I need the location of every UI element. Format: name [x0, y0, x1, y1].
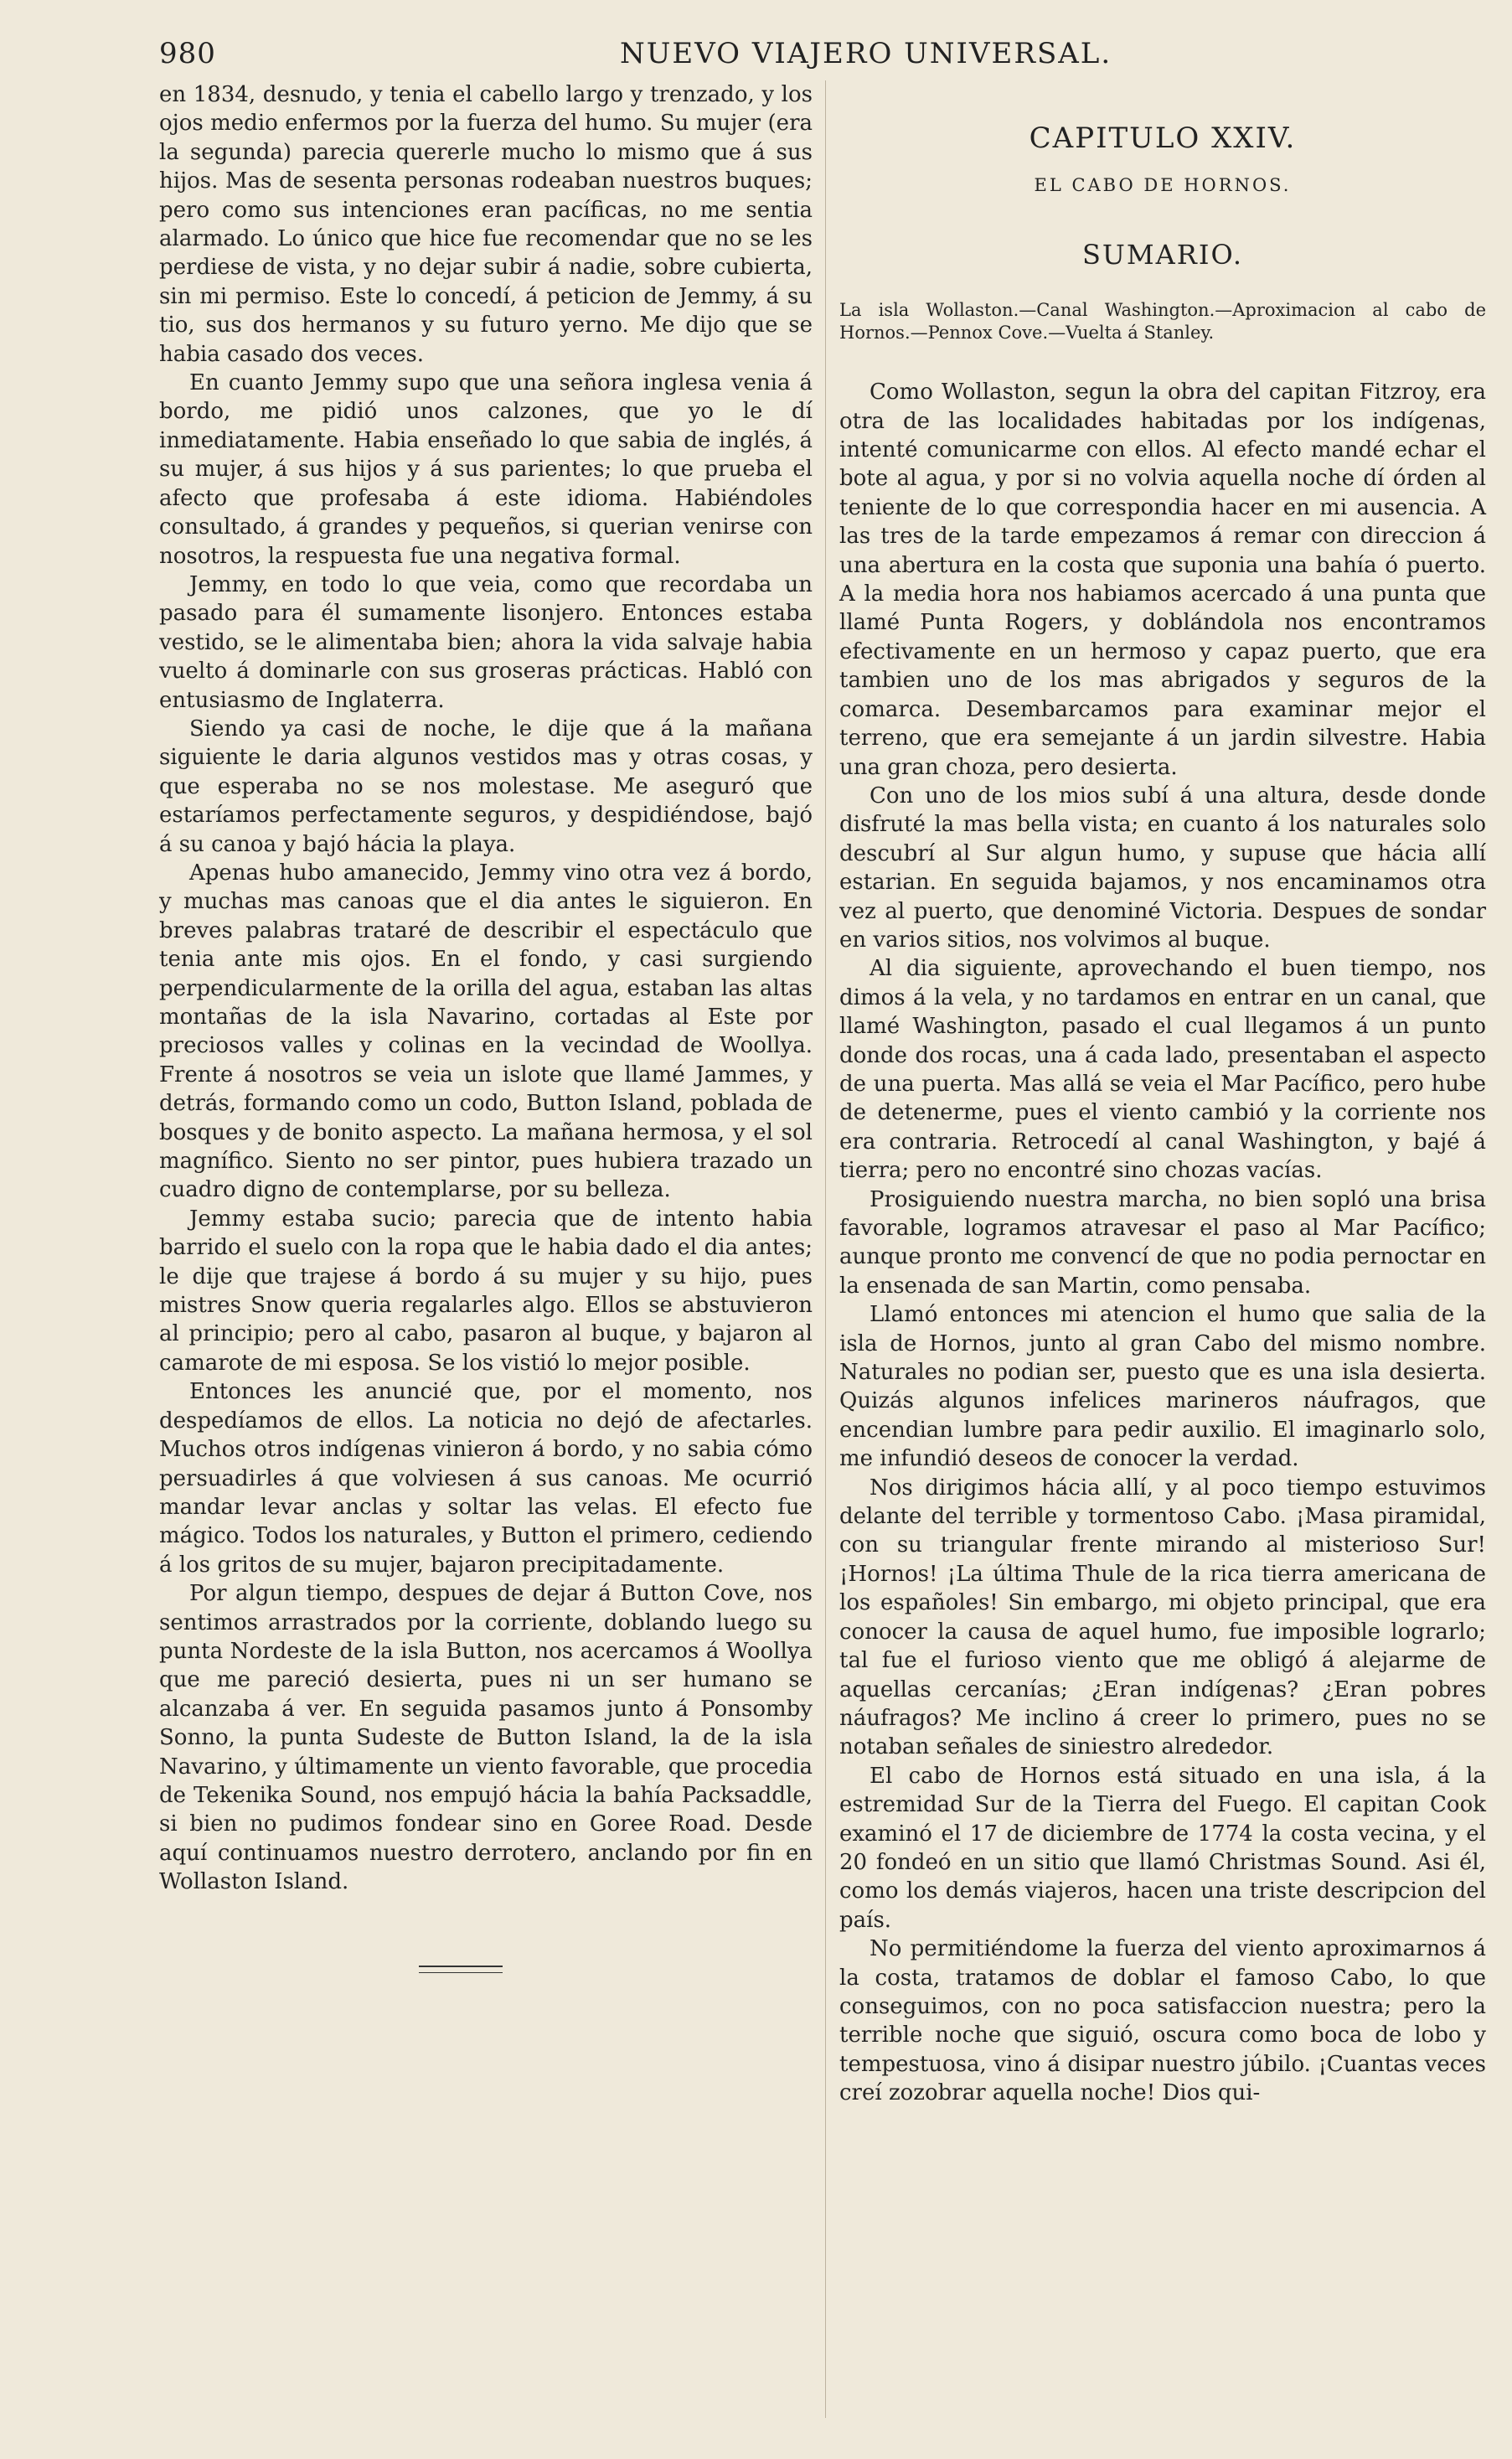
chapter-title: CAPITULO XXIV. [1029, 121, 1297, 155]
right-column [839, 80, 1486, 2108]
paragraph: Prosiguiendo nuestra marcha, no bien sopló una brisa favorable, logramos atravesar el paso al Mar Pacífico; aunque pronto me convencí de que no podia pernoctar en la ensenada de san Martin, como pensaba. [839, 1186, 1486, 1299]
paragraph: El cabo de Hornos está situado en una isla, á la estremidad Sur de la Tierra del Fuego. El capitan Cook examinó el 17 de diciembre de 1774 la costa vecina, y el 20 fondeó en un sitio que llamó Christmas Sound. Asi él, como los demás viajeros, hacen una triste descripcion del país. [839, 1763, 1486, 1933]
paragraph: En cuanto Jemmy supo que una señora inglesa venia á bordo, me pidió unos calzones, que yo le dí inmediatamente. Habia enseñado lo que sabia de inglés, á su mujer, á sus hijos y á sus parientes; lo que prueba el afecto que profesaba á este idioma. Habiéndoles consultado, á grandes y pequeños, si querian venirse con nosotros, la respuesta fue una negativa formal. [159, 370, 813, 569]
paragraph: No permitiéndome la fuerza del viento aproximarnos á la costa, tratamos de doblar el famoso Cabo, lo que conseguimos, con no poca satisfaccion nuestra; pero la terrible noche que siguió, oscura como boca de lobo y tempestuosa, vino á disipar nuestro júbilo. ¡Cuantas veces creí zozobrar aquella noche! Dios qui- [839, 1936, 1486, 2106]
paragraph: Llamó entonces mi atencion el humo que salia de la isla de Hornos, junto al gran Cabo del mismo nombre. Naturales no podian ser, puesto que es una isla desierta. Quizás algunos infelices marineros náufragos, que encendian lumbre para pedir auxilio. El imaginarlo solo, me infundió deseos de conocer la verdad. [839, 1302, 1486, 1472]
paragraph: Nos dirigimos hácia allí, y al poco tiempo estuvimos delante del terrible y tormentoso Cabo. ¡Masa piramidal, con su triangular frente mirando al misterioso Sur! ¡Hornos! ¡La última Thule de la rica tierra americana de los españoles! Sin embargo, mi objeto principal, que era conocer la causa de aquel humo, fue imposible lograrlo; tal fue el furioso viento que me obligó á alejarme de aquellas cercanías; ¿Eran indígenas? ¿Eran pobres náufragos? Me inclino á creer lo primero, pues no se notaban señales de siniestro alrededor. [839, 1475, 1486, 1760]
column-divider [825, 80, 826, 2418]
paragraph: en 1834, desnudo, y tenia el cabello largo y trenzado, y los ojos medio enfermos por la fuerza del humo. Su mujer (era la segunda) parecia quererle mucho lo mismo que á sus hijos. Mas de sesenta personas rodeaban nuestros buques; pero como sus intenciones eran pacíficas, no me sentia alarmado. Lo único que hice fue recomendar que no se les perdiese de vista, y no dejar subir á nadie, sobre cubierta, sin mi permiso. Este lo concedí, á peticion de Jemmy, á su tio, sus dos hermanos y su futuro yerno. Me dijo que se habia casado dos veces. [159, 82, 813, 367]
page-number: 980 [159, 37, 216, 70]
paragraph: Entonces les anuncié que, por el momento, nos despedíamos de ellos. La noticia no dejó de afectarles. Muchos otros indígenas vinieron á bordo, y no sabia cómo persuadirles á que volviesen á sus canoas. Me ocurrió mandar levar anclas y soltar las velas. El efecto fue mágico. Todos los naturales, y Button el primero, cediendo á los gritos de su mujer, bajaron precipitadamente. [159, 1379, 813, 1578]
chapter-subtitle: EL CABO DE HORNOS. [1034, 175, 1292, 196]
paragraph: Apenas hubo amanecido, Jemmy vino otra vez á bordo, y muchas mas canoas que el dia antes le siguieron. En breves palabras trataré de describir el espectáculo que tenia ante mis ojos. En el fondo, y casi surgiendo perpendicularmente de la orilla del agua, estaban las altas montañas de la isla Navarino, cortadas al Este por preciosos valles y colinas en la vecindad de Woollya. Frente á nosotros se veia un islote que llamé Jammes, y detrás, formando como un codo, Button Island, poblada de bosques y de bonito aspecto. La mañana hermosa, y el sol magnífico. Siento no ser pintor, pues hubiera trazado un cuadro digno de contemplarse, por su belleza. [159, 860, 813, 1203]
summary-heading: SUMARIO. [1081, 238, 1244, 271]
left-column [159, 80, 813, 1973]
chapter-summary: La isla Wollaston.—Canal Washington.—Aproximacion al cabo de Hornos.—Pennox Cove.—Vuelta á Stanley. [839, 300, 1486, 344]
running-head [159, 37, 1462, 80]
paragraph: Por algun tiempo, despues de dejar á Button Cove, nos sentimos arrastrados por la corriente, doblando luego su punta Nordeste de la isla Button, nos acercamos á Woollya que me pareció desierta, pues ni un ser humano se alcanzaba á ver. En seguida pasamos junto á Ponsomby Sonno, la punta Sudeste de Button Island, la de la isla Navarino, y últimamente un viento favorable, que procedia de Tekenika Sound, nos empujó hácia la bahía Packsaddle, si bien no pudimos fondear sino en Goree Road. Desde aquí continuamos nuestro derrotero, anclando por fin en Wollaston Island. [159, 1581, 813, 1895]
end-rule-divider [419, 1966, 503, 1973]
paragraph: Jemmy, en todo lo que veia, como que recordaba un pasado para él sumamente lisonjero. Entonces estaba vestido, se le alimentaba bien; ahora la vida salvaje habia vuelto á dominarle con sus groseras prácticas. Habló con entusiasmo de Inglaterra. [159, 571, 813, 713]
paragraph: Siendo ya casi de noche, le dije que á la mañana siguiente le daria algunos vestidos mas y otras cosas, y que esperaba no se nos molestase. Me aseguró que estaríamos perfectamente seguros, y despidiéndose, bajó á su canoa y bajó hácia la playa. [159, 715, 813, 857]
paragraph: Con uno de los mios subí á una altura, desde donde disfruté la mas bella vista; en cuanto á los naturales solo descubrí al Sur algun humo, y supuse que hácia allí estarian. En seguida bajamos, y nos encaminamos otra vez al puerto, que denominé Victoria. Despues de sondar en varios sitios, nos volvimos al buque. [839, 783, 1486, 953]
paragraph: Como Wollaston, segun la obra del capitan Fitzroy, era otra de las localidades habitadas por los indígenas, intenté comunicarme con ellos. Al efecto mandé echar el bote al agua, y por si no volvia aquella noche dí órden al teniente de lo que correspondia hacer en mi ausencia. A las tres de la tarde empezamos á remar con direccion á una abertura en la costa que suponia una bahía ó puerto. A la media hora nos habiamos acercado á una punta que llamé Punta Rogers, y doblándola nos encontramos efectivamente en un hermoso y capaz puerto, que era tambien uno de los mas abrigados y seguros de la comarca. Desembarcamos para examinar mejor el terreno, que era semejante á un jardin silvestre. Habia una gran choza, pero desierta. [839, 380, 1486, 780]
paragraph: Al dia siguiente, aprovechando el buen tiempo, nos dimos á la vela, y no tardamos en entrar en un canal, que llamé Washington, pasado el cual llegamos á un punto donde dos rocas, una á cada lado, presentaban el aspecto de una puerta. Mas allá se veia el Mar Pacífico, pero hube de detenerme, pues el viento cambió y la corriente nos era contraria. Retrocedí al canal Washington, y bajé á tierra; pero no encontré sino chozas vacías. [839, 956, 1486, 1184]
running-title: NUEVO VIAJERO UNIVERSAL. [620, 37, 1112, 70]
paragraph: Jemmy estaba sucio; parecia que de intento habia barrido el suelo con la ropa que le habia dado el dia antes; le dije que trajese á bordo á su mujer y su hijo, pues mistres Snow queria regalarles algo. Ellos se abstuvieron al principio; pero al cabo, pasaron al buque, y bajaron al camarote de mi esposa. Se los vistió lo mejor posible. [159, 1206, 813, 1376]
